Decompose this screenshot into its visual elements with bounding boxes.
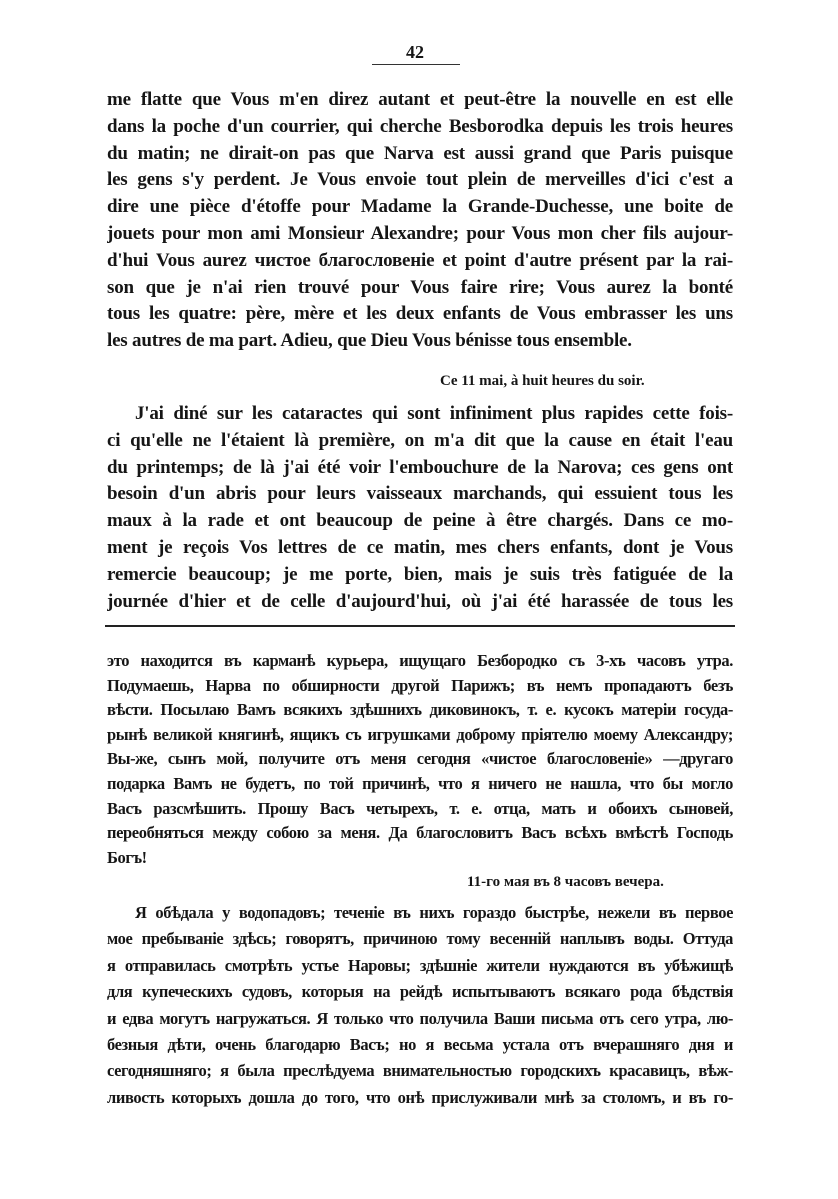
- text-line: dans la poche d'un courrier, qui cherche Besborodka depuis les trois heures: [107, 115, 733, 137]
- text-line: me flatte que Vous m'en direz autant et peut-être la nouvelle en est elle: [107, 89, 733, 110]
- page-number-rule: [372, 64, 460, 65]
- text-line: ci qu'elle ne l'étaient là première, on m'a dit que la cause en était l'eau: [107, 429, 733, 451]
- text-line: это находится въ карманѣ курьера, ищущаго Безбородко съ 3-хъ часовъ утра.: [107, 651, 733, 670]
- text-line: son que je n'ai rien trouvé pour Vous faire rire; Vous aurez la bonté: [107, 276, 733, 298]
- text-line: подарка Вамъ не будетъ, по той причинѣ, что я ничего не нашла, что бы могло: [107, 773, 733, 793]
- text-line: мое пребыванiе здѣсь; говорятъ, причиною тому весеннiй наплывъ воды. Оттуда: [107, 929, 733, 949]
- text-line: les autres de ma part. Adieu, que Dieu Vous bénisse tous ensemble.: [107, 330, 632, 352]
- text-line: и едва могутъ нагружаться. Я только что получила Ваши письма отъ сего утра, лю-: [107, 1008, 733, 1028]
- text-line: Богъ!: [107, 847, 147, 867]
- text-line: Я обѣдала у водопадовъ; теченiе въ нихъ гораздо быстрѣе, нежели въ первое: [135, 903, 733, 922]
- russian-paragraph-1: [107, 649, 733, 870]
- text-line: besoin d'un abris pour leurs vaisseaux marchands, qui essuient tous les: [107, 483, 733, 505]
- french-paragraph-2: [107, 401, 733, 615]
- text-line: du printemps; de là j'ai été voir l'embouchure de la Narova; ces gens ont: [107, 456, 733, 478]
- text-line: ment je reçois Vos lettres de ce matin, mes chers enfants, dont je Vous: [107, 536, 733, 558]
- text-line: J'ai diné sur les cataractes qui sont infiniment plus rapides cette fois-: [135, 403, 733, 424]
- text-line: Подумаешь, Нарва по обширности другой Парижъ; въ немъ пропадаютъ безъ: [107, 675, 733, 695]
- text-line: jouets pour mon ami Monsieur Alexandre; pour Vous mon cher fils aujour-: [107, 222, 733, 244]
- text-line: du matin; ne dirait-on pas que Narva est aussi grand que Paris puisque: [107, 142, 733, 164]
- text-line: Вы-же, сынъ мой, получите отъ меня сегодня «чистое благословенiе» —другаго: [107, 749, 733, 769]
- text-line: tous les quatre: père, mère et les deux enfants de Vous embrasser les uns: [107, 303, 733, 325]
- russian-paragraph-2: [107, 900, 733, 1111]
- french-dateline: Ce 11 mai, à huit heures du soir.: [440, 373, 645, 389]
- text-line: сегодняшняго; я была преслѣдуема внимательностью городскихъ красавицъ, вѣж-: [107, 1061, 733, 1081]
- french-paragraph-1: [107, 87, 733, 355]
- text-line: maux à la rade et ont beaucoup de peine à être chargés. Dans ce mo-: [107, 510, 733, 532]
- russian-dateline: 11-го мая въ 8 часовъ вечера.: [467, 874, 664, 890]
- text-line: переобняться между собою за меня. Да благословитъ Васъ всѣхъ вмѣстѣ Господь: [107, 823, 733, 843]
- text-line: рынѣ великой княгинѣ, ящикъ съ игрушками доброму прiятелю моему Александру;: [107, 724, 733, 744]
- text-line: безныя дѣти, очень благодарю Васъ; но я весьма устала отъ вчерашняго дня и: [107, 1034, 733, 1054]
- text-line: Васъ разсмѣшить. Прошу Васъ четырехъ, т. е. отца, мать и обоихъ сыновей,: [107, 798, 733, 818]
- text-line: я отправилась смотрѣть устье Наровы; здѣшнiе жители нуждаются въ убѣжищѣ: [107, 955, 733, 975]
- text-line: les gens s'y perdent. Je Vous envoie tout plein de merveilles d'ici c'est a: [107, 169, 733, 191]
- text-line: ливость которыхъ дошла до того, что онѣ прислуживали мнѣ за столомъ, и въ го-: [107, 1087, 733, 1107]
- text-line: d'hui Vous aurez чистое благословенiе et point d'autre présent par la rai-: [107, 249, 733, 271]
- text-line: вѣсти. Посылаю Вамъ всякихъ здѣшнихъ диковинокъ, т. е. кусокъ матерiи госуда-: [107, 700, 733, 720]
- text-line: для купеческихъ судовъ, которыя на рейдѣ испытываютъ всякаго рода бѣдствiя: [107, 982, 733, 1002]
- page-number: 42: [406, 42, 424, 62]
- text-line: journée d'hier et de celle d'aujourd'hui, où j'ai été harassée de tous les: [107, 590, 733, 612]
- text-line: dire une pièce d'étoffe pour Madame la Grande-Duchesse, une boite de: [107, 196, 733, 218]
- translation-separator-rule: [105, 625, 735, 627]
- text-line: remercie beaucoup; je me porte, bien, mais je suis très fatiguée de la: [107, 563, 733, 585]
